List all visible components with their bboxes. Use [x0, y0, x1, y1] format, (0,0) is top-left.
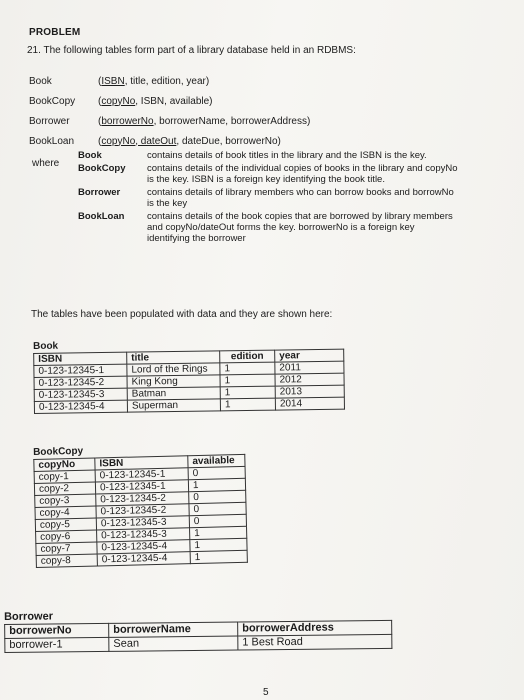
definition-borrower [78, 187, 478, 209]
table-cell: copy-5 [35, 518, 96, 531]
column-header: available [188, 454, 245, 467]
schema-attributes: , title, edition, year) [124, 75, 210, 87]
definition-text: contains details of the individual copies of books in the library and copyNo is the key. ISBN is a foreign key identifying the book title. [147, 163, 458, 185]
where-label: where [32, 158, 60, 169]
table-cell: copy-2 [34, 482, 95, 495]
table-cell: 0-123-12345-2 [96, 492, 189, 506]
definition-name: BookLoan [78, 211, 125, 222]
schema-name: Borrower [29, 115, 70, 127]
definitions-list [78, 150, 478, 246]
table-cell: King Kong [127, 375, 220, 388]
column-header: borrowerAddress [238, 620, 392, 636]
book-table-block [33, 337, 345, 414]
schema-definition: (copyNo, dateOut, dateDue, borrowerNo) [98, 135, 281, 147]
table-cell: 0 [189, 514, 246, 527]
table-cell: 2014 [275, 397, 344, 410]
schema-row-bookloan [29, 131, 310, 151]
column-header: borrowerNo [5, 623, 109, 638]
table-cell: 2011 [275, 361, 344, 374]
table-cell: 1 [220, 386, 275, 399]
schema-row-book [29, 71, 310, 91]
table-cell: 0-123-12345-4 [34, 400, 127, 413]
schema-row-bookcopy [29, 91, 310, 111]
table-cell: Superman [127, 399, 220, 412]
schema-key: copyNo [101, 95, 136, 107]
column-header: edition [220, 350, 275, 363]
schema-name: BookCopy [29, 95, 76, 107]
table-cell: 0-123-12345-4 [97, 552, 190, 566]
table-cell: copy-4 [35, 506, 96, 519]
table-cell: Lord of the Rings [127, 363, 220, 376]
schema-name: Book [29, 75, 52, 87]
schema-key: borrowerNo [101, 115, 154, 127]
schema-definition: (copyNo, ISBN, available) [98, 95, 213, 107]
schema-attributes: , dateDue, borrowerNo) [176, 135, 281, 147]
schema-list [29, 71, 310, 151]
table-cell: 0-123-12345-2 [96, 504, 189, 518]
table-cell: copy-8 [36, 554, 97, 567]
definition-bookcopy [78, 163, 478, 185]
schema-key: ISBN [101, 75, 125, 87]
borrower-table [4, 620, 392, 653]
table-cell: 1 Best Road [238, 634, 392, 650]
schema-definition: (ISBN, title, edition, year) [98, 75, 210, 87]
table-title: BookCopy [33, 445, 84, 458]
table-cell: 0-123-12345-3 [96, 516, 189, 530]
definition-name: Book [78, 150, 102, 161]
definition-name: Borrower [78, 187, 121, 198]
schema-row-borrower [29, 111, 310, 131]
table-cell: 0-123-12345-2 [34, 376, 127, 389]
table-cell: 0-123-12345-3 [97, 528, 190, 542]
schema-key: copyNo, dateOut [101, 135, 177, 147]
table-cell: copy-3 [35, 494, 96, 507]
table-title: Borrower [4, 610, 54, 623]
table-cell: Batman [127, 387, 220, 400]
table-cell: 1 [220, 398, 275, 411]
column-header: year [275, 349, 344, 362]
column-header: title [127, 351, 220, 364]
table-cell: 1 [190, 538, 247, 551]
table-cell: 1 [188, 478, 245, 491]
schema-definition: (borrowerNo, borrowerName, borrowerAddress) [98, 115, 311, 127]
definition-book [78, 150, 478, 161]
schema-name: BookLoan [29, 135, 75, 147]
table-cell: copy-1 [34, 470, 95, 483]
bookcopy-table-block [33, 442, 248, 568]
schema-attributes: , borrowerName, borrowerAddress) [153, 115, 311, 127]
table-cell: 0 [189, 502, 246, 515]
table-cell: 1 [190, 526, 247, 539]
populated-statement: The tables have been populated with data and they are shown here: [31, 309, 333, 320]
book-table [33, 349, 345, 414]
column-header: copyNo [34, 458, 95, 471]
table-cell: 1 [190, 550, 247, 563]
table-cell: borrower-1 [5, 637, 109, 652]
table-cell: 2013 [275, 385, 344, 398]
question-intro: 21. The following tables form part of a library database held in an RDBMS: [27, 45, 356, 56]
table-cell: Sean [109, 636, 238, 651]
table-cell: 0 [189, 490, 246, 503]
table-cell: 0-123-12345-1 [34, 364, 127, 377]
table-cell: 0-123-12345-1 [95, 480, 188, 494]
table-cell: 0-123-12345-1 [95, 468, 188, 482]
table-cell: 2012 [275, 373, 344, 386]
table-cell: 1 [220, 374, 275, 387]
bookcopy-table [33, 454, 248, 568]
problem-heading: PROBLEM [29, 27, 81, 38]
schema-attributes: , ISBN, available) [135, 95, 213, 107]
table-cell: 0-123-12345-4 [97, 540, 190, 554]
table-cell: 0-123-12345-3 [34, 388, 127, 401]
definition-text: contains details of library members who can borrow books and borrowNo is the key [147, 187, 454, 209]
definition-text: contains details of book titles in the library and the ISBN is the key. [147, 150, 427, 161]
column-header: ISBN [95, 456, 188, 470]
definition-bookloan [78, 211, 478, 244]
column-header: borrowerName [109, 622, 238, 637]
table-cell: copy-7 [36, 542, 97, 555]
definition-text: contains details of the book copies that are borrowed by library members and copyNo/dateOut forms the key. borrowerNo is a foreign key identifying the borrower [147, 211, 453, 244]
definition-name: BookCopy [78, 163, 126, 174]
column-header: ISBN [34, 352, 127, 365]
page-number: 5 [263, 687, 269, 698]
table-title: Book [33, 340, 59, 352]
table-cell: 1 [220, 362, 275, 375]
table-cell: copy-6 [36, 530, 97, 543]
table-cell: 0 [188, 466, 245, 479]
borrower-table-block [4, 607, 392, 653]
